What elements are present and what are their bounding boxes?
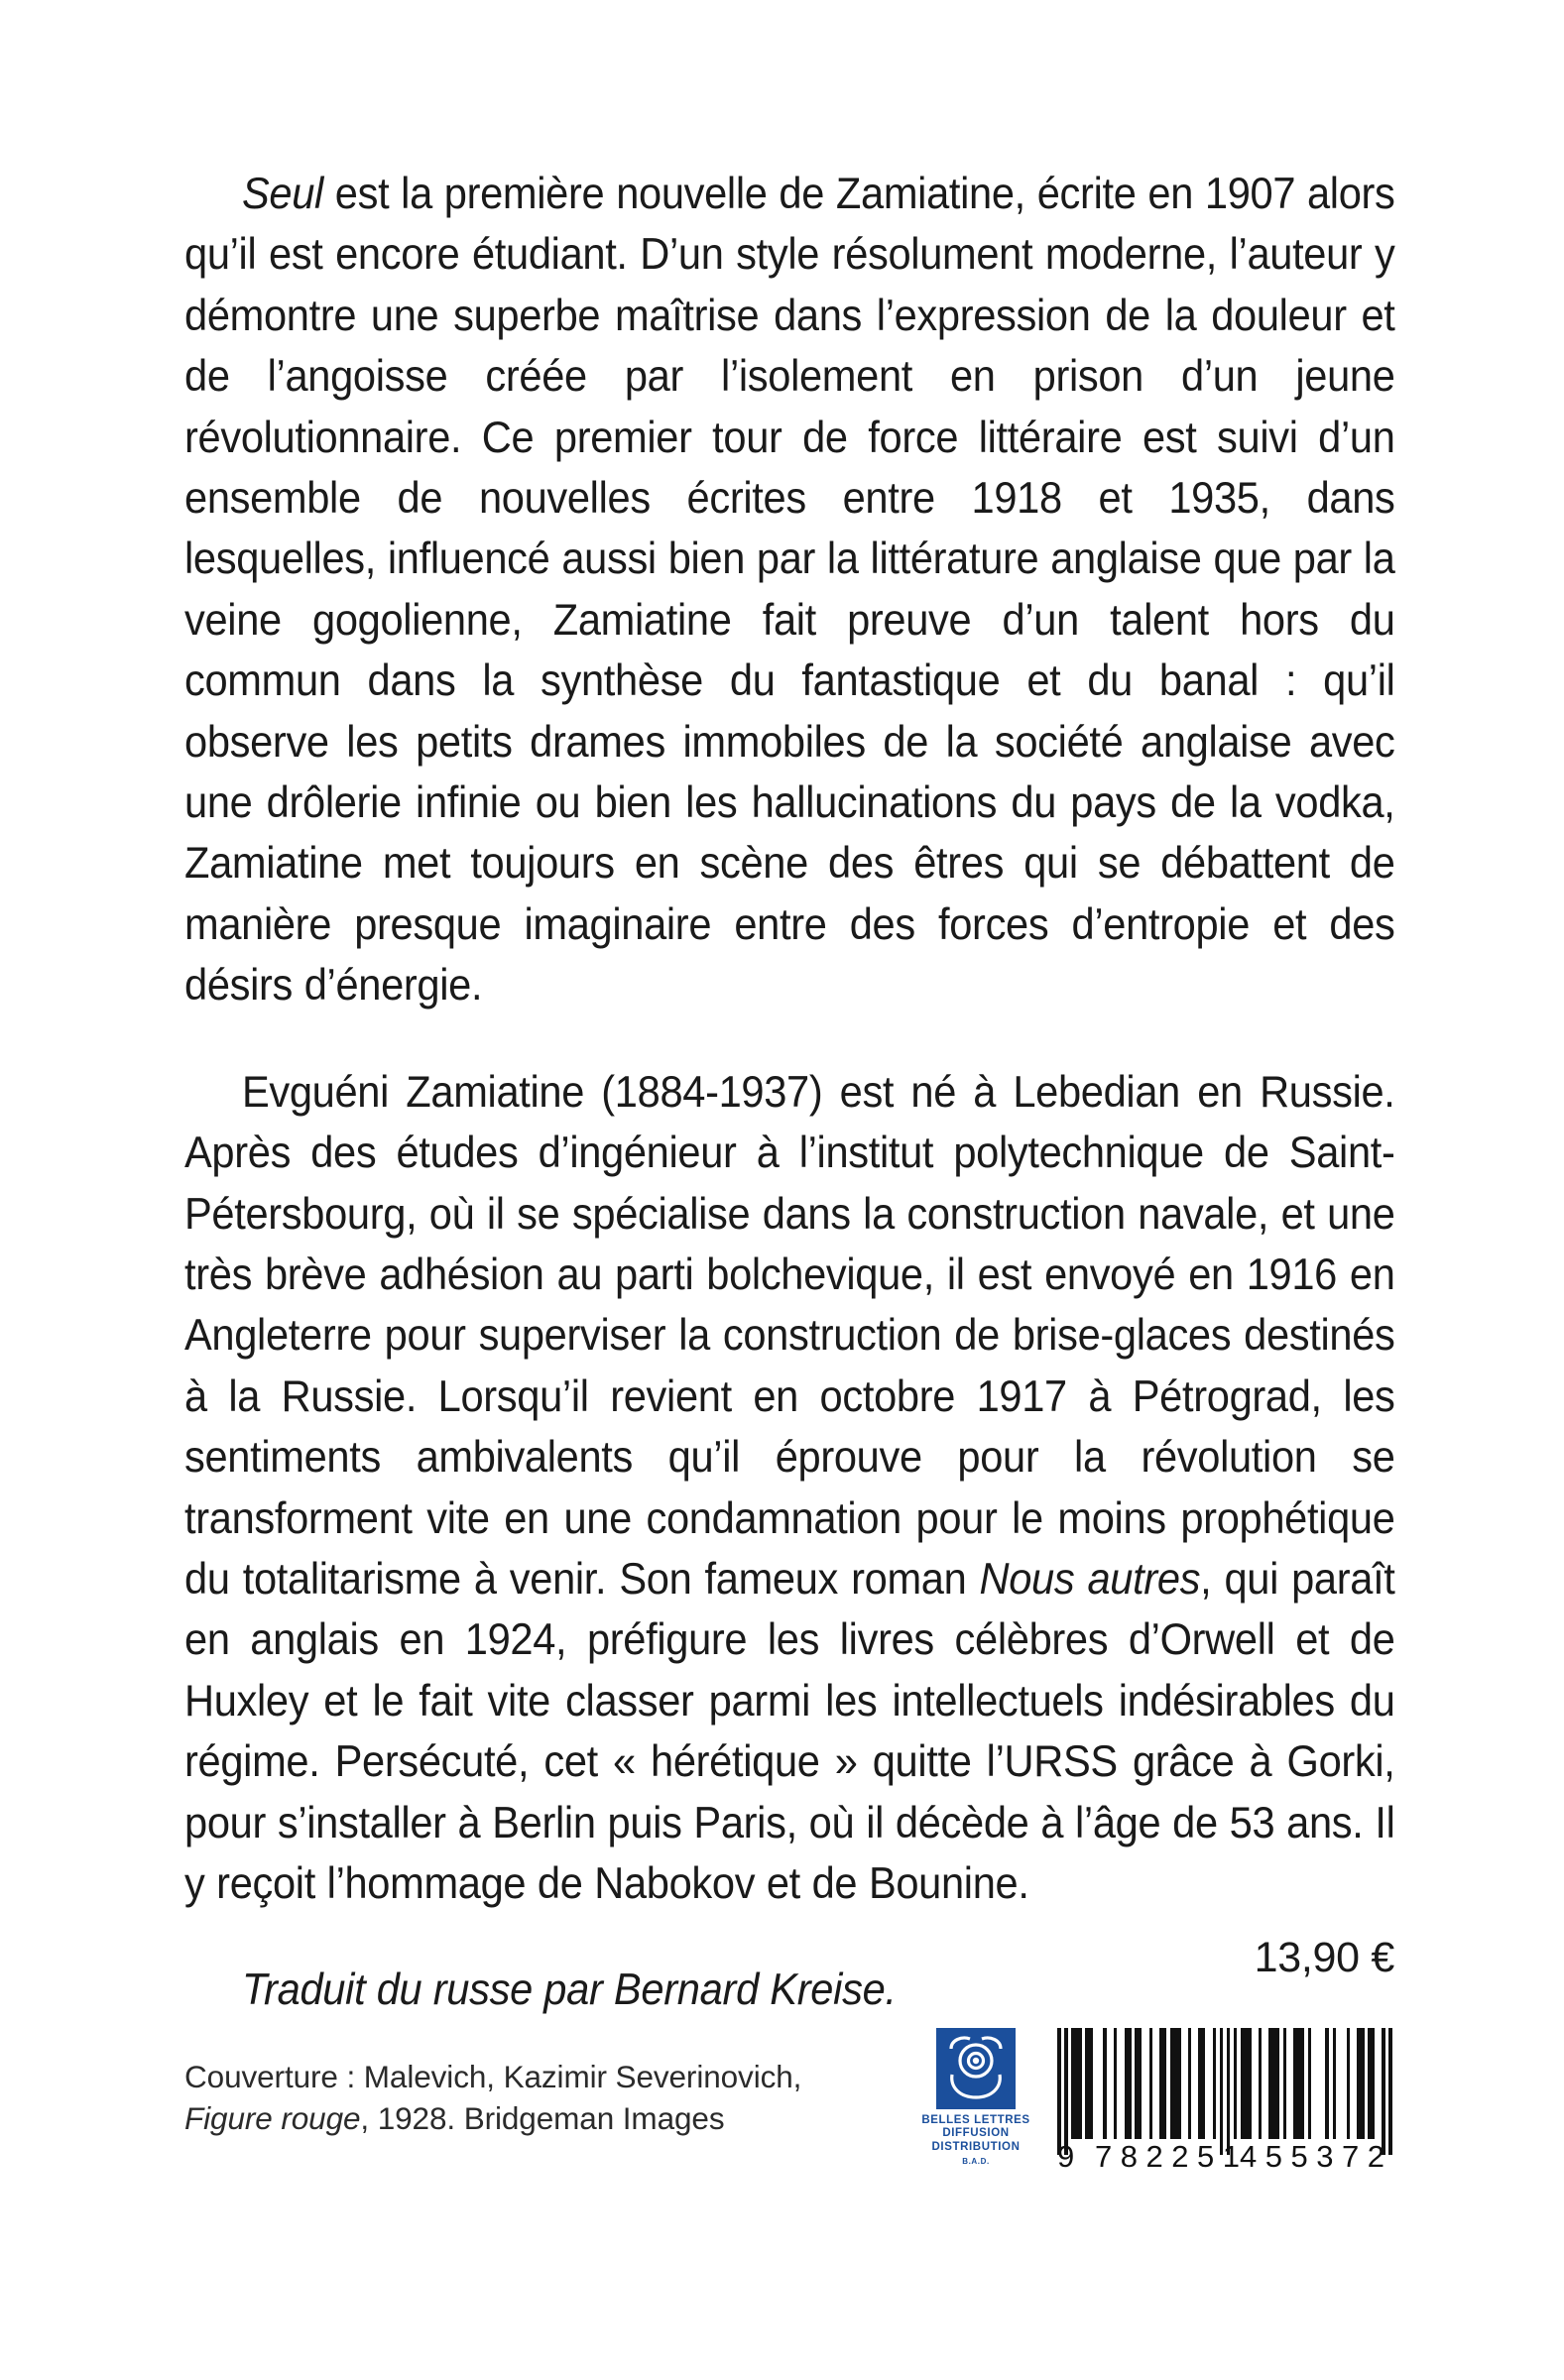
isbn-barcode	[1057, 2028, 1394, 2177]
publisher-logo	[918, 2028, 1033, 2175]
publisher-logo-line-4: B.A.D.	[962, 2157, 990, 2167]
barcode-bar	[1220, 2028, 1224, 2155]
novel-title-italic: Nous autres	[979, 1554, 1201, 1604]
paragraph-1-body: est la première nouvelle de Zamiatine, écrite en 1907 alors qu’il est encore étudiant. D’un style résolument moderne, l’auteur y démontre une superbe maîtrise dans l’expression de la douleur et de l’angoisse créée par l’isolement en prison d’un jeune révolutionnaire. Ce premier tour de force littéraire est suivi d’un ensemble de nouvelles écrites entre 1918 et 1935, dans lesquelles, influencé aussi bien par la littérature anglaise que par la veine gogolienne, Zamiatine fait preuve d’un talent hors du commun dans la synthèse du fantastique et du banal : qu’il observe les petits drames immobiles de la société anglaise avec une drôlerie infinie ou bien les hallucinations du pays de la vodka, Zamiatine met toujours en scène des êtres qui se débattent de manière presque imaginaire entre des forces d’entropie et des désirs d’énergie.	[184, 170, 1395, 1011]
publisher-logo-line-3: DISTRIBUTION	[931, 2140, 1021, 2153]
barcode-bar	[1149, 2028, 1153, 2139]
artwork-credit-rest: , 1928. Bridgeman Images	[360, 2100, 725, 2136]
publisher-logo-text	[918, 2114, 1033, 2169]
barcode-left-group: 782251	[1095, 2139, 1249, 2174]
paragraph-book-description	[184, 164, 1395, 1016]
barcode-lead-digit: 9	[1057, 2139, 1076, 2174]
barcode-bar	[1234, 2028, 1238, 2139]
barcode-bar	[1308, 2028, 1312, 2139]
barcode-bar	[1159, 2028, 1166, 2139]
barcode-bar	[1198, 2028, 1205, 2139]
barcode-right-group: 455372	[1240, 2139, 1393, 2174]
cover-credit-line-1: Couverture : Malevich, Kazimir Severinovich,	[184, 2059, 802, 2094]
barcode-bar	[1085, 2028, 1092, 2139]
barcode-bar	[1064, 2028, 1068, 2155]
price-label: 13,90 €	[1254, 1934, 1394, 1981]
barcode-digits	[1057, 2139, 1392, 2173]
barcode-bar	[1357, 2028, 1364, 2139]
barcode-bar	[1333, 2028, 1337, 2139]
book-title-italic: Seul	[241, 170, 323, 218]
cover-footer	[184, 2028, 1394, 2197]
barcode-bar	[1057, 2028, 1061, 2155]
barcode-bar	[1347, 2028, 1351, 2139]
cover-image-credit	[184, 2056, 879, 2139]
barcode-bar	[1268, 2028, 1279, 2139]
barcode-bar	[1071, 2028, 1082, 2139]
translator-credit: Traduit du russe par Bernard Kreise.	[241, 1965, 897, 2015]
publisher-emblem-icon	[936, 2028, 1016, 2109]
barcode-bar	[1382, 2028, 1385, 2155]
barcode-bar	[1283, 2028, 1287, 2139]
barcode-bar	[1114, 2028, 1118, 2139]
barcode-bars	[1057, 2028, 1392, 2139]
barcode-bar	[1213, 2028, 1217, 2139]
barcode-bar	[1125, 2028, 1132, 2139]
paragraph-2-part-b: , qui paraît en anglais en 1924, préfigure les livres célèbres d’Orwell et de Huxley et le fait vite classer parmi les intellectuels indésirables du régime. Persécuté, cet « hérétique » quitte l’URSS grâce à Gorki, pour s’installer à Berlin puis Paris, où il décède à l’âge de 53 ans. Il y reçoit l’hommage de Nabokov et de Bounine.	[184, 1554, 1395, 1908]
barcode-bar	[1170, 2028, 1181, 2139]
barcode-bar	[1135, 2028, 1142, 2139]
barcode-bar	[1325, 2028, 1329, 2139]
publisher-logo-line-1: BELLES LETTRES	[921, 2114, 1030, 2126]
paragraph-2-part-a: Evguéni Zamiatine (1884-1937) est né à Lebedian en Russie. Après des études d’ingénieur à l’institut polytechnique de Saint-Pétersbourg, où il se spécialise dans la construction navale, et une très brève adhésion au parti bolchevique, il est envoyé en 1916 en Angleterre pour superviser la construction de brise-glaces destinés à la Russie. Lorsqu’il revient en octobre 1917 à Pétrograd, les sentiments ambivalents qu’il éprouve pour la révolution se transforment vite en une condamnation pour le moins prophétique du totalitarisme à venir. Son fameux roman	[184, 1067, 1395, 1604]
barcode-bar	[1227, 2028, 1231, 2155]
barcode-bar	[1241, 2028, 1252, 2139]
barcode-bar	[1388, 2028, 1392, 2155]
barcode-bar	[1259, 2028, 1263, 2139]
barcode-bar	[1368, 2028, 1375, 2139]
cover-credit-line-2	[184, 2097, 879, 2139]
barcode-bar	[1293, 2028, 1304, 2139]
barcode-bar	[1103, 2028, 1107, 2139]
paragraph-author-biography	[184, 1062, 1395, 1915]
artwork-title-italic: Figure rouge	[184, 2100, 361, 2136]
blurb-text-block	[184, 164, 1394, 2021]
publisher-logo-line-2: DIFFUSION	[942, 2127, 1010, 2140]
barcode-bar	[1188, 2028, 1192, 2139]
